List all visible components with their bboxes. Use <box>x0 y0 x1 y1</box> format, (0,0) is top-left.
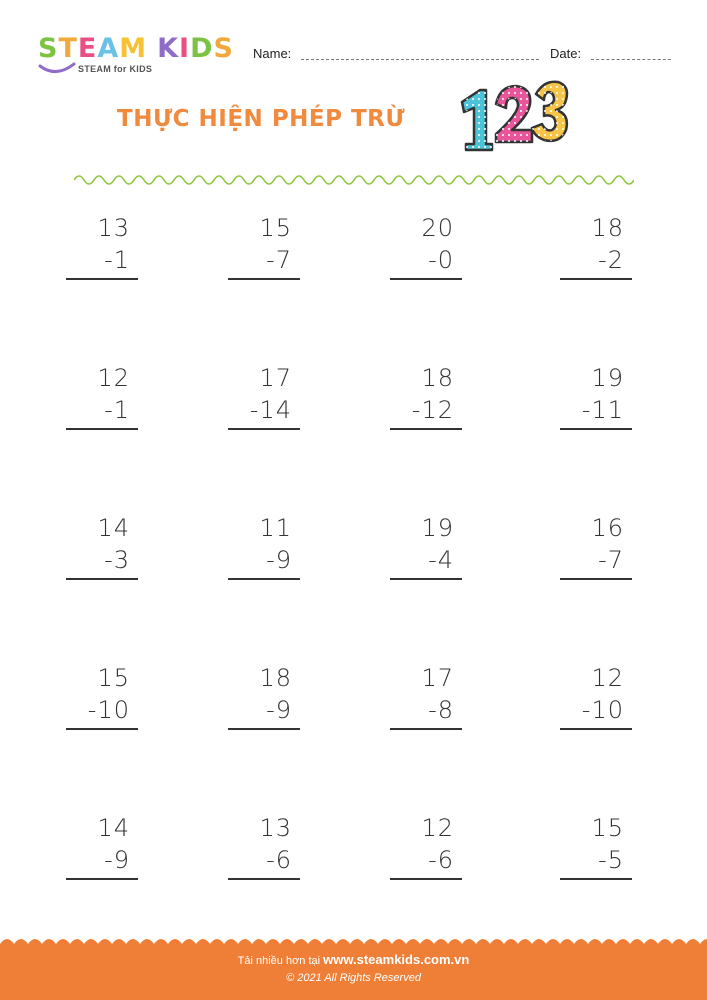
answer-line[interactable] <box>390 428 462 430</box>
problem-20 <box>560 814 632 884</box>
problem-1 <box>66 214 138 284</box>
date-label: Date: <box>550 46 582 61</box>
subtrahend: -10 <box>87 696 130 724</box>
subtrahend: -1 <box>104 246 130 274</box>
footer-download-text <box>0 952 707 967</box>
answer-line[interactable] <box>66 278 138 280</box>
minuend: 12 <box>97 364 130 392</box>
footer-prefix: Tải nhiều hơn tại <box>237 955 324 967</box>
answer-line[interactable] <box>560 578 632 580</box>
answer-line[interactable] <box>228 278 300 280</box>
minuend: 20 <box>421 214 454 242</box>
answer-line[interactable] <box>560 878 632 880</box>
minuend: 19 <box>421 514 454 542</box>
problem-2 <box>228 214 300 284</box>
minuend: 13 <box>97 214 130 242</box>
logo-letter: E <box>77 33 98 64</box>
logo-letter: I <box>179 33 191 64</box>
minuend: 15 <box>97 664 130 692</box>
problem-6 <box>228 364 300 434</box>
minuend: 17 <box>421 664 454 692</box>
minuend: 12 <box>421 814 454 842</box>
answer-line[interactable] <box>228 728 300 730</box>
subtrahend: -11 <box>581 396 624 424</box>
subtrahend: -7 <box>266 246 292 274</box>
logo-swoosh-icon <box>38 60 78 76</box>
subtrahend: -7 <box>598 546 624 574</box>
problem-12 <box>560 514 632 584</box>
subtrahend: -12 <box>411 396 454 424</box>
answer-line[interactable] <box>560 728 632 730</box>
problem-7 <box>390 364 462 434</box>
subtrahend: -4 <box>428 546 454 574</box>
footer-site-link[interactable]: www.steamkids.com.vn <box>323 952 470 967</box>
subtrahend: -9 <box>266 546 292 574</box>
problem-5 <box>66 364 138 434</box>
minuend: 15 <box>259 214 292 242</box>
answer-line[interactable] <box>66 728 138 730</box>
minuend: 15 <box>591 814 624 842</box>
problem-9 <box>66 514 138 584</box>
subtrahend: -5 <box>598 846 624 874</box>
problem-15 <box>390 664 462 734</box>
name-label: Name: <box>253 46 292 61</box>
minuend: 13 <box>259 814 292 842</box>
subtrahend: -3 <box>104 546 130 574</box>
name-field[interactable] <box>301 59 539 60</box>
logo-letter: M <box>119 33 148 64</box>
answer-line[interactable] <box>560 278 632 280</box>
problem-11 <box>390 514 462 584</box>
answer-line[interactable] <box>390 578 462 580</box>
wave-divider <box>74 170 634 190</box>
problem-8 <box>560 364 632 434</box>
problem-13 <box>66 664 138 734</box>
minuend: 18 <box>259 664 292 692</box>
minuend: 16 <box>591 514 624 542</box>
answer-line[interactable] <box>228 578 300 580</box>
minuend: 12 <box>591 664 624 692</box>
logo-letter: S <box>213 33 234 64</box>
subtrahend: -1 <box>104 396 130 424</box>
subtrahend: -6 <box>266 846 292 874</box>
problem-18 <box>228 814 300 884</box>
subtrahend: -2 <box>598 246 624 274</box>
minuend: 19 <box>591 364 624 392</box>
page-title: THỰC HIỆN PHÉP TRỪ <box>117 106 406 132</box>
minuend: 14 <box>97 514 130 542</box>
problem-3 <box>390 214 462 284</box>
logo-letter: A <box>97 33 120 64</box>
problem-16 <box>560 664 632 734</box>
logo-letter: K <box>157 33 180 64</box>
minuend: 17 <box>259 364 292 392</box>
answer-line[interactable] <box>66 428 138 430</box>
problem-19 <box>390 814 462 884</box>
answer-line[interactable] <box>390 278 462 280</box>
answer-line[interactable] <box>66 878 138 880</box>
date-field[interactable] <box>591 59 671 60</box>
problem-14 <box>228 664 300 734</box>
logo-letter: D <box>190 33 214 64</box>
logo-subtitle: STEAM for KIDS <box>78 64 153 74</box>
answer-line[interactable] <box>560 428 632 430</box>
logo-letter: S <box>38 33 59 64</box>
answer-line[interactable] <box>66 578 138 580</box>
answer-line[interactable] <box>390 878 462 880</box>
answer-line[interactable] <box>228 428 300 430</box>
minuend: 18 <box>421 364 454 392</box>
minuend: 11 <box>259 514 292 542</box>
subtrahend: -6 <box>428 846 454 874</box>
steam-kids-logo <box>38 34 238 84</box>
numbers-123-icon <box>452 78 572 156</box>
footer-copyright: © 2021 All Rights Reserved <box>286 972 421 984</box>
logo-letter: T <box>58 33 78 64</box>
subtrahend: -10 <box>581 696 624 724</box>
subtrahend: -9 <box>104 846 130 874</box>
subtrahend: -0 <box>428 246 454 274</box>
problem-4 <box>560 214 632 284</box>
answer-line[interactable] <box>390 728 462 730</box>
minuend: 18 <box>591 214 624 242</box>
subtrahend: -14 <box>249 396 292 424</box>
problem-10 <box>228 514 300 584</box>
subtrahend: -8 <box>428 696 454 724</box>
minuend: 14 <box>97 814 130 842</box>
answer-line[interactable] <box>228 878 300 880</box>
problem-17 <box>66 814 138 884</box>
subtrahend: -9 <box>266 696 292 724</box>
